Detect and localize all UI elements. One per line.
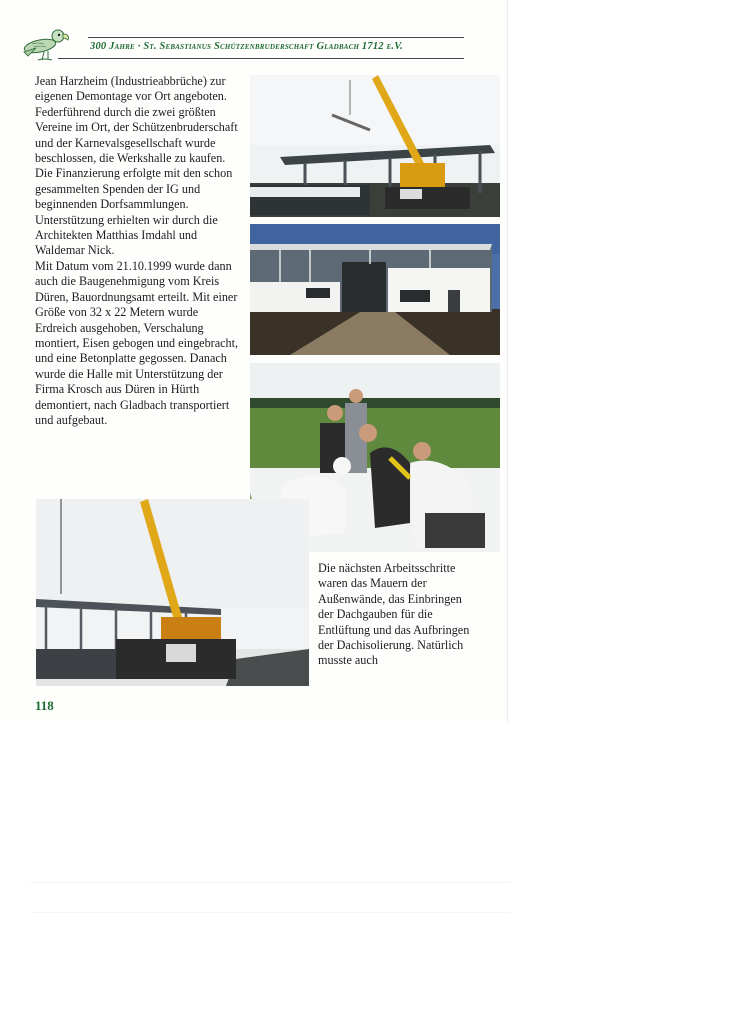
page-number: 118 (35, 698, 54, 713)
photo-crane-roof-assembly (250, 75, 500, 217)
paragraph: Die nächsten Arbeitsschritte waren das Mauern der Außenwände, das Einbringen der Dachgauben für die Entlüftung und das Aufbringen der Dachisolierung. Natürlich musste auch (318, 561, 470, 668)
header-rule-bottom (58, 58, 464, 59)
paragraph: Jean Harzheim (Industrieabbrüche) zur eigenen Demontage vor Ort angeboten. (35, 74, 227, 104)
paragraph: Mit Datum vom 21.10.1999 wurde dann auch die Baugenehmigung vom Kreis Düren, Bauordnungsamt erteilt. Mit einer Größe von 32 x 22 Metern wurde Erdreich ausgehoben, Verschalung montiert, Eisen gebogen und eingebracht, und eine Betonplatte gegossen. Danach wurde die Halle mit Unterstützung der Firma Krosch aus Düren in Hürth demontiert, nach Gladbach transportiert und aufgebaut. (35, 258, 239, 427)
page-edge (507, 0, 508, 722)
paragraph: Federführend durch die zwei größten Vereine im Ort, der Schützenbruderschaft und der Karnevalsgesellschaft wurde beschlossen, die Werkshalle zu kaufen. Die Finanzierung erfolgte mit den schon gesammelten Spenden der IG und beginnenden Dorfsammlungen. (35, 104, 238, 212)
paragraph: Unterstützung erhielten wir durch die Architekten Matthias Imdahl und Waldemar Nick. (35, 212, 218, 258)
parrot-icon (18, 22, 74, 62)
header-title: 300 Jahre · St. Sebastianus Schützenbruderschaft Gladbach 1712 e.V. (90, 41, 403, 52)
page-header (18, 22, 448, 62)
header-rule-top (88, 37, 464, 38)
scan-artifact (30, 882, 510, 883)
body-text-right (318, 561, 478, 669)
body-text-left (35, 74, 240, 428)
scan-artifact (30, 912, 510, 913)
photo-hall-shell (250, 224, 500, 355)
photo-crane-steel-frame (36, 499, 309, 686)
